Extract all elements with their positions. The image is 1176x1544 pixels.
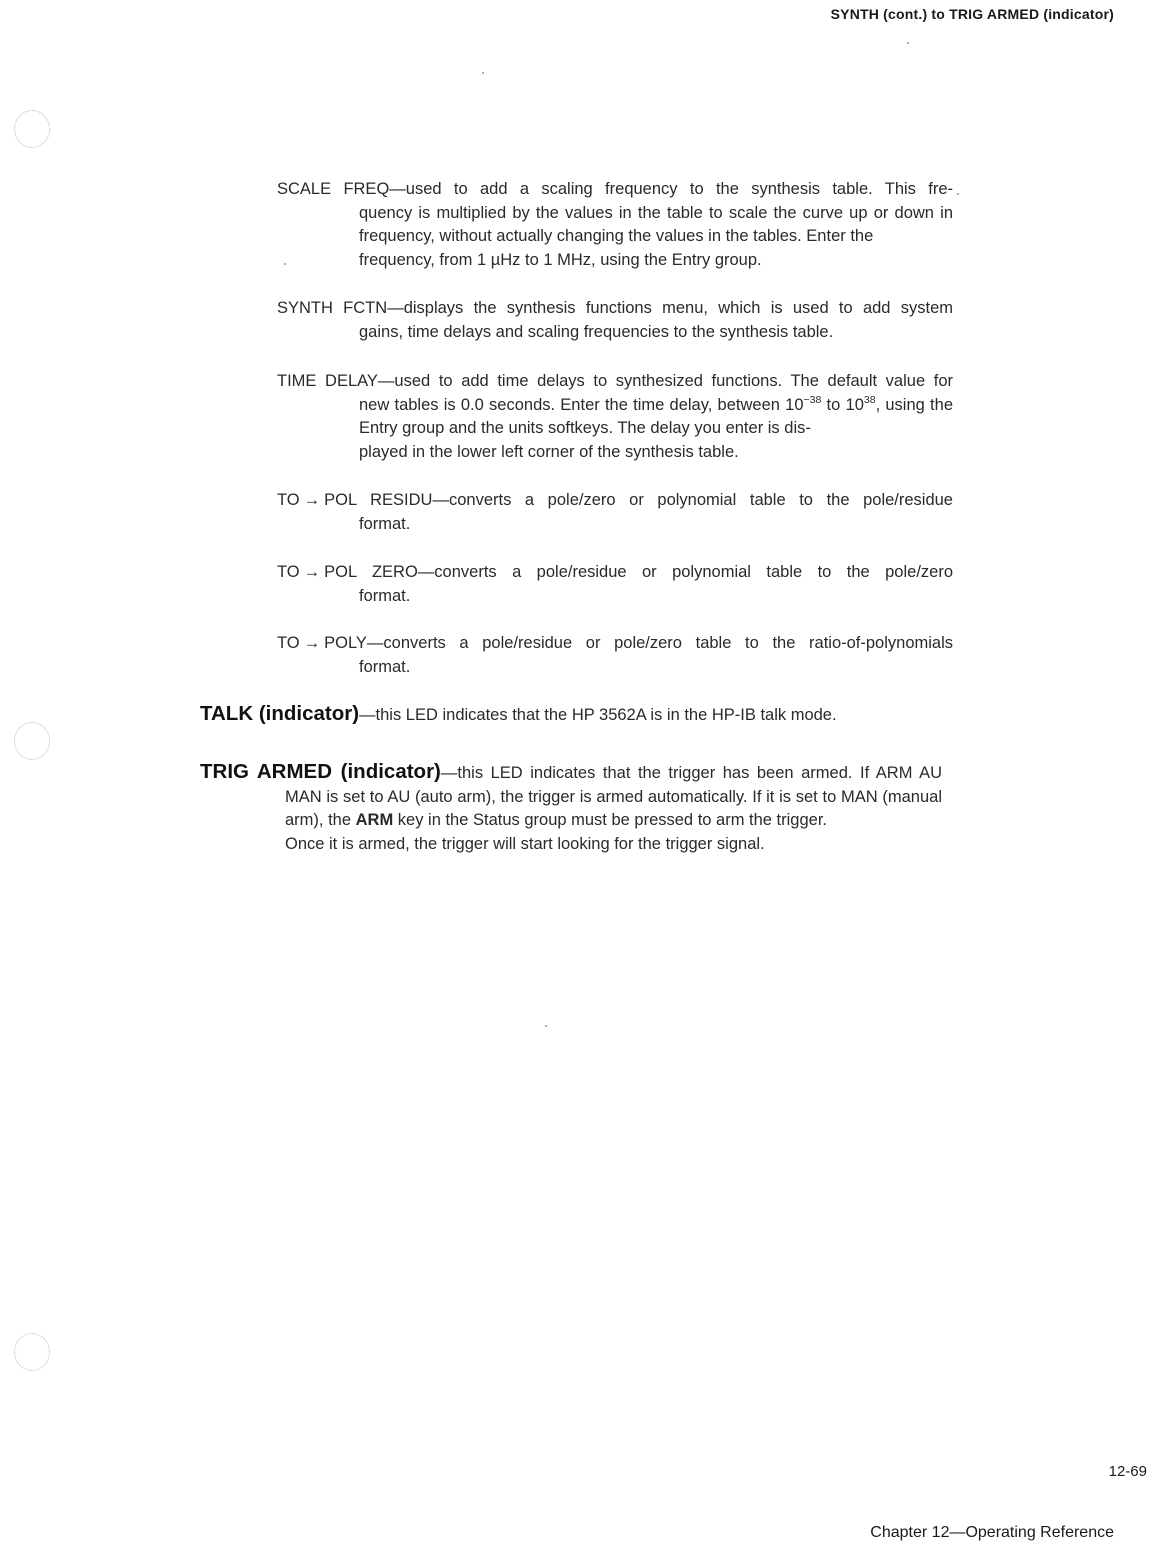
- chapter-footer: Chapter 12—Operating Reference: [870, 1524, 1114, 1541]
- page-number: 12-69: [1108, 1463, 1147, 1480]
- topic-body: MAN is set to AU (auto arm), the trigger is armed automatically. If it is set to MAN (manual arm), the: [285, 787, 942, 829]
- arrow-icon: →: [303, 634, 321, 652]
- topic-trig-armed-indicator: [200, 760, 942, 856]
- entry-first-line: —displays the synthesis functions menu, which is used to add system: [387, 299, 954, 317]
- entry-body: new tables is 0.0 seconds. Enter the time delay, between 10: [359, 395, 804, 414]
- entry-term: TIME DELAY: [277, 372, 378, 390]
- topic-first-line: —this LED indicates that the trigger has been armed. If ARM AU: [440, 764, 942, 782]
- entry-first-line: —converts a pole/residue or polynomial table to the pole/zero: [417, 563, 953, 581]
- entry-scale-freq: [277, 178, 953, 272]
- arrow-icon: →: [303, 491, 321, 509]
- entry-synth-fctn: [277, 297, 953, 344]
- topic-heading: TALK (indicator): [200, 702, 360, 725]
- entry-last-line: frequency, from 1 µHz to 1 MHz, using the Entry group.: [359, 250, 762, 269]
- scan-speck: [957, 193, 959, 195]
- scan-speck: [482, 72, 484, 74]
- entry-first-line: —converts a pole/zero or polynomial table to the pole/residue: [432, 491, 953, 509]
- entry-last-line: format.: [359, 586, 411, 605]
- entry-term: POLY: [324, 634, 367, 652]
- entry-term-prefix: TO: [277, 634, 300, 652]
- entry-to-pol-residu: [277, 489, 953, 536]
- entry-to-pol-zero: [277, 561, 953, 608]
- entry-last-line: format.: [359, 657, 411, 676]
- scan-speck: [545, 1025, 547, 1027]
- entry-to-poly: [277, 632, 953, 679]
- arm-key-label: ARM: [355, 811, 394, 829]
- entry-term: SYNTH FCTN: [277, 299, 388, 317]
- entry-body: quency is multiplied by the values in the table to scale the curve up or down in frequency, without actually changing the values in the tables. Enter the: [359, 203, 953, 245]
- topic-body: key in the Status group must be pressed to arm the trigger.: [393, 811, 827, 829]
- arrow-icon: →: [303, 563, 321, 581]
- entry-first-line: —converts a pole/residue or pole/zero table to the ratio-of-polynomials: [366, 634, 953, 652]
- exponent-negative: −38: [803, 393, 822, 406]
- entry-term: POL RESIDU: [324, 491, 433, 509]
- entry-term: POL ZERO: [324, 563, 418, 581]
- entry-time-delay: [277, 370, 953, 464]
- entry-body: to 10: [821, 395, 864, 414]
- entry-first-line: —used to add a scaling frequency to the synthesis table. This fre-: [389, 180, 953, 198]
- entry-first-line: —used to add time delays to synthesized functions. The default value for: [377, 372, 953, 390]
- punch-hole-top: [14, 110, 50, 148]
- entry-term-prefix: TO: [277, 563, 300, 581]
- scan-speck: [907, 42, 909, 44]
- entry-term: SCALE FREQ: [277, 180, 390, 198]
- entry-body: , using the Entry group and the units softkeys. The delay you enter is dis-: [359, 395, 953, 437]
- topic-text: —this LED indicates that the HP 3562A is in the HP-IB talk mode.: [359, 706, 837, 724]
- topic-last-line: Once it is armed, the trigger will start looking for the trigger signal.: [285, 834, 765, 853]
- entry-last-line: played in the lower left corner of the synthesis table.: [359, 442, 739, 461]
- punch-hole-bottom: [14, 1333, 50, 1371]
- punch-hole-middle: [14, 722, 50, 760]
- topic-heading: TRIG ARMED (indicator): [200, 760, 441, 783]
- entry-term-prefix: TO: [277, 491, 300, 509]
- entry-last-line: format.: [359, 514, 411, 533]
- running-head: SYNTH (cont.) to TRIG ARMED (indicator): [830, 6, 1114, 22]
- exponent-positive: 38: [863, 393, 876, 406]
- topic-talk-indicator: [200, 702, 942, 728]
- entry-last-line: gains, time delays and scaling frequencies to the synthesis table.: [359, 322, 834, 341]
